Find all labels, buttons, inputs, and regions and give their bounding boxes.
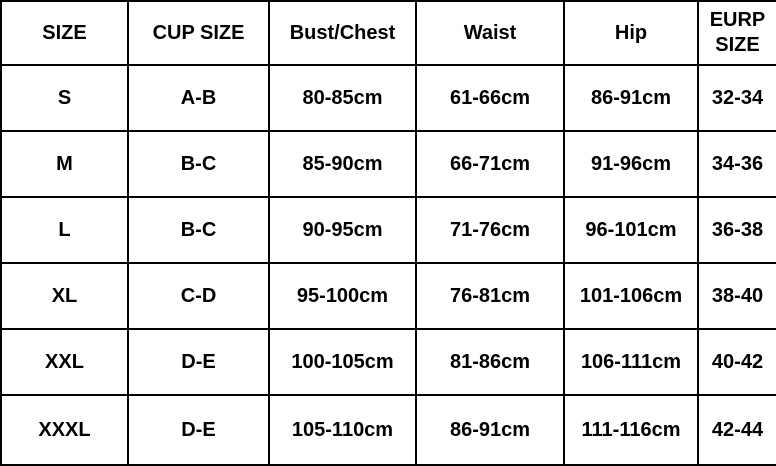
table-cell: D-E <box>128 395 269 465</box>
table-cell: 81-86cm <box>416 329 564 395</box>
table-cell: 32-34 <box>698 65 776 131</box>
header-cell-cup-size: CUP SIZE <box>128 1 269 65</box>
table-cell: 80-85cm <box>269 65 416 131</box>
header-cell-hip: Hip <box>564 1 698 65</box>
table-cell: 105-110cm <box>269 395 416 465</box>
table-cell: 36-38 <box>698 197 776 263</box>
table-row-xxl <box>1 329 776 395</box>
table-cell: 111-116cm <box>564 395 698 465</box>
table-row-s <box>1 65 776 131</box>
table-cell: 71-76cm <box>416 197 564 263</box>
table-cell: L <box>1 197 128 263</box>
table-cell: 40-42 <box>698 329 776 395</box>
header-cell-eurp-size: EURP SIZE <box>698 1 776 65</box>
table-cell: 66-71cm <box>416 131 564 197</box>
table-cell: C-D <box>128 263 269 329</box>
table-row-xl <box>1 263 776 329</box>
table-cell: 95-100cm <box>269 263 416 329</box>
table-cell: 96-101cm <box>564 197 698 263</box>
table-cell: 38-40 <box>698 263 776 329</box>
table-cell: D-E <box>128 329 269 395</box>
table-cell: 76-81cm <box>416 263 564 329</box>
header-cell-waist: Waist <box>416 1 564 65</box>
table-row-xxxl <box>1 395 776 465</box>
header-cell-size: SIZE <box>1 1 128 65</box>
table-cell: 101-106cm <box>564 263 698 329</box>
table-cell: S <box>1 65 128 131</box>
table-cell: 91-96cm <box>564 131 698 197</box>
table-cell: B-C <box>128 197 269 263</box>
table-cell: 100-105cm <box>269 329 416 395</box>
table-cell: 86-91cm <box>416 395 564 465</box>
table-cell: XXXL <box>1 395 128 465</box>
table-cell: 86-91cm <box>564 65 698 131</box>
header-row <box>1 1 776 65</box>
table-cell: 85-90cm <box>269 131 416 197</box>
table-cell: 61-66cm <box>416 65 564 131</box>
table-cell: 42-44 <box>698 395 776 465</box>
table-cell: B-C <box>128 131 269 197</box>
table-cell: M <box>1 131 128 197</box>
table-cell: 90-95cm <box>269 197 416 263</box>
table-cell: 34-36 <box>698 131 776 197</box>
table-cell: XL <box>1 263 128 329</box>
table-cell: XXL <box>1 329 128 395</box>
table-row-m <box>1 131 776 197</box>
header-cell-bust-chest: Bust/Chest <box>269 1 416 65</box>
table-row-l <box>1 197 776 263</box>
table-cell: A-B <box>128 65 269 131</box>
table-cell: 106-111cm <box>564 329 698 395</box>
